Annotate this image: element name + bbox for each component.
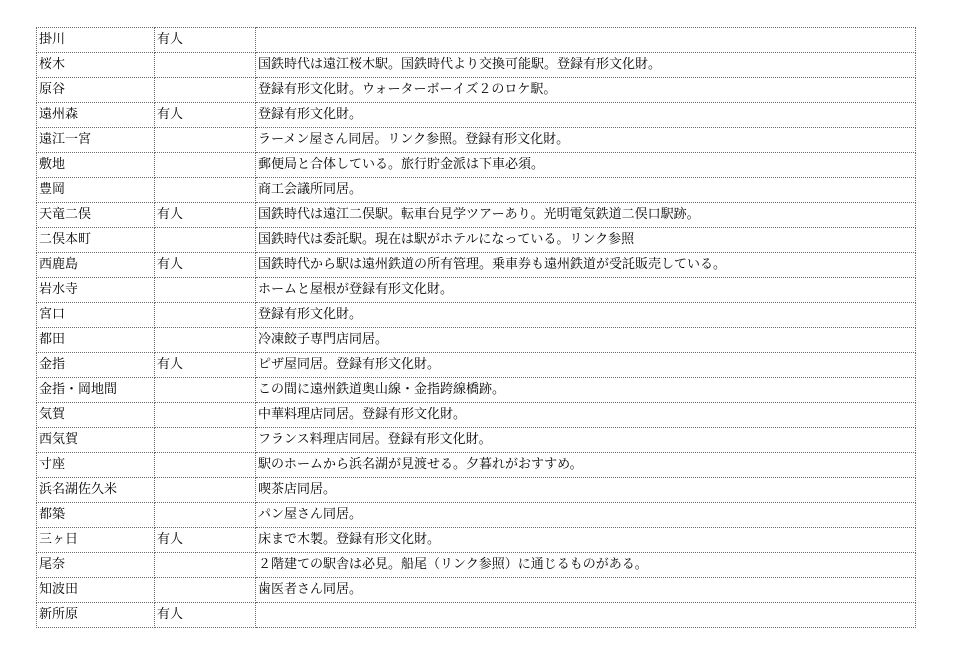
staffed-cell — [155, 328, 256, 353]
station-name-cell: 新所原 — [37, 603, 155, 628]
staffed-cell — [155, 228, 256, 253]
station-table-body — [37, 28, 916, 628]
station-name-cell: 寸座 — [37, 453, 155, 478]
station-name-cell: 桜木 — [37, 53, 155, 78]
note-cell: フランス料理店同居。登録有形文化財。 — [256, 428, 916, 453]
table-row — [37, 378, 916, 403]
staffed-cell — [155, 578, 256, 603]
note-cell: 国鉄時代は委託駅。現在は駅がホテルになっている。リンク参照 — [256, 228, 916, 253]
staffed-cell — [155, 303, 256, 328]
table-row — [37, 528, 916, 553]
note-cell: 郵便局と合体している。旅行貯金派は下車必須。 — [256, 153, 916, 178]
note-cell: 登録有形文化財。 — [256, 103, 916, 128]
staffed-cell: 有人 — [155, 253, 256, 278]
table-row — [37, 428, 916, 453]
note-cell: パン屋さん同居。 — [256, 503, 916, 528]
staffed-cell — [155, 128, 256, 153]
station-name-cell: 二俣本町 — [37, 228, 155, 253]
staffed-cell — [155, 378, 256, 403]
table-row — [37, 403, 916, 428]
note-cell: 商工会議所同居。 — [256, 178, 916, 203]
note-cell: 国鉄時代から駅は遠州鉄道の所有管理。乗車券も遠州鉄道が受託販売している。 — [256, 253, 916, 278]
station-name-cell: 天竜二俣 — [37, 203, 155, 228]
note-cell: ホームと屋根が登録有形文化財。 — [256, 278, 916, 303]
staffed-cell: 有人 — [155, 603, 256, 628]
station-name-cell: 西鹿島 — [37, 253, 155, 278]
table-row — [37, 128, 916, 153]
station-name-cell: 宮口 — [37, 303, 155, 328]
note-cell: 登録有形文化財。ウォーターボーイズ２のロケ駅。 — [256, 78, 916, 103]
note-cell: 駅のホームから浜名湖が見渡せる。夕暮れがおすすめ。 — [256, 453, 916, 478]
station-table-sheet — [36, 27, 915, 628]
note-cell — [256, 28, 916, 53]
staffed-cell: 有人 — [155, 28, 256, 53]
table-row — [37, 153, 916, 178]
table-row — [37, 303, 916, 328]
table-row — [37, 78, 916, 103]
station-name-cell: 金指・岡地間 — [37, 378, 155, 403]
station-name-cell: 知波田 — [37, 578, 155, 603]
staffed-cell — [155, 53, 256, 78]
staffed-cell — [155, 503, 256, 528]
table-row — [37, 353, 916, 378]
note-cell: この間に遠州鉄道奥山線・金指跨線橋跡。 — [256, 378, 916, 403]
station-name-cell: 尾奈 — [37, 553, 155, 578]
table-row — [37, 103, 916, 128]
staffed-cell: 有人 — [155, 528, 256, 553]
station-name-cell: 三ヶ日 — [37, 528, 155, 553]
table-row — [37, 328, 916, 353]
note-cell: 国鉄時代は遠江二俣駅。転車台見学ツアーあり。光明電気鉄道二俣口駅跡。 — [256, 203, 916, 228]
note-cell: ラーメン屋さん同居。リンク参照。登録有形文化財。 — [256, 128, 916, 153]
note-cell: 国鉄時代は遠江桜木駅。国鉄時代より交換可能駅。登録有形文化財。 — [256, 53, 916, 78]
station-name-cell: 掛川 — [37, 28, 155, 53]
note-cell — [256, 603, 916, 628]
staffed-cell — [155, 553, 256, 578]
note-cell: 中華料理店同居。登録有形文化財。 — [256, 403, 916, 428]
staffed-cell — [155, 403, 256, 428]
note-cell: 喫茶店同居。 — [256, 478, 916, 503]
table-row — [37, 278, 916, 303]
table-row — [37, 53, 916, 78]
station-name-cell: 原谷 — [37, 78, 155, 103]
station-name-cell: 金指 — [37, 353, 155, 378]
station-name-cell: 遠江一宮 — [37, 128, 155, 153]
station-name-cell: 岩水寺 — [37, 278, 155, 303]
table-row — [37, 253, 916, 278]
staffed-cell — [155, 428, 256, 453]
table-row — [37, 228, 916, 253]
station-name-cell: 都築 — [37, 503, 155, 528]
staffed-cell — [155, 278, 256, 303]
staffed-cell — [155, 453, 256, 478]
note-cell: ピザ屋同居。登録有形文化財。 — [256, 353, 916, 378]
staffed-cell: 有人 — [155, 353, 256, 378]
station-name-cell: 気賀 — [37, 403, 155, 428]
staffed-cell: 有人 — [155, 103, 256, 128]
note-cell: 登録有形文化財。 — [256, 303, 916, 328]
staffed-cell — [155, 153, 256, 178]
note-cell: 冷凍餃子専門店同居。 — [256, 328, 916, 353]
station-name-cell: 西気賀 — [37, 428, 155, 453]
table-row — [37, 203, 916, 228]
table-row — [37, 603, 916, 628]
station-table — [36, 27, 916, 628]
table-row — [37, 178, 916, 203]
note-cell: 床まで木製。登録有形文化財。 — [256, 528, 916, 553]
table-row — [37, 453, 916, 478]
table-row — [37, 478, 916, 503]
table-row — [37, 503, 916, 528]
station-name-cell: 浜名湖佐久米 — [37, 478, 155, 503]
staffed-cell — [155, 78, 256, 103]
staffed-cell: 有人 — [155, 203, 256, 228]
station-name-cell: 遠州森 — [37, 103, 155, 128]
table-row — [37, 553, 916, 578]
station-name-cell: 豊岡 — [37, 178, 155, 203]
note-cell: 歯医者さん同居。 — [256, 578, 916, 603]
table-row — [37, 28, 916, 53]
staffed-cell — [155, 478, 256, 503]
note-cell: ２階建ての駅舎は必見。船尾（リンク参照）に通じるものがある。 — [256, 553, 916, 578]
staffed-cell — [155, 178, 256, 203]
station-name-cell: 都田 — [37, 328, 155, 353]
table-row — [37, 578, 916, 603]
station-name-cell: 敷地 — [37, 153, 155, 178]
